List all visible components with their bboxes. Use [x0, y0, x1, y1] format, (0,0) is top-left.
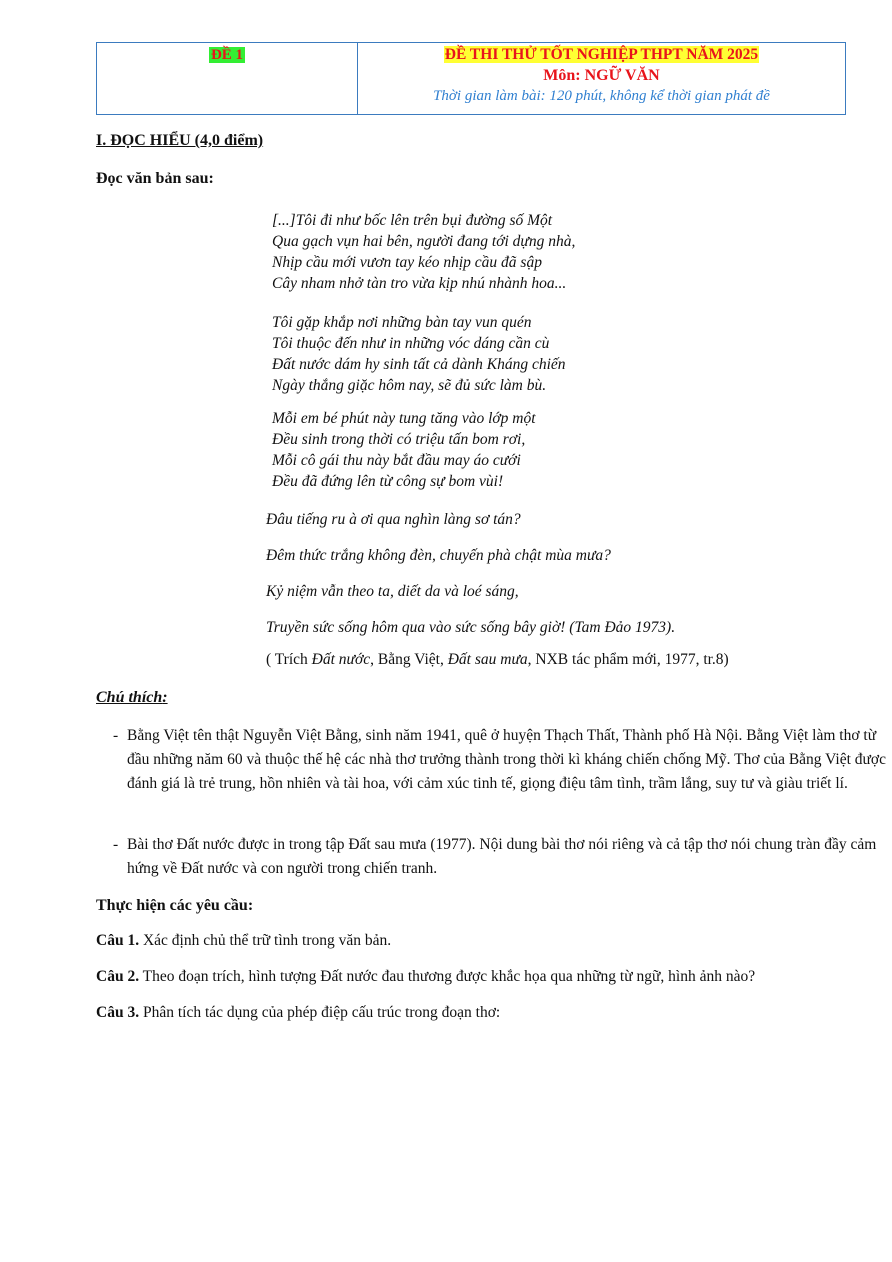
exam-title: ĐỀ THI THỬ TỐT NGHIỆP THPT NĂM 2025 [444, 46, 759, 63]
exam-code: ĐỀ 1 [210, 47, 244, 63]
poem-line: Đâu tiếng ru à ơi qua nghìn làng sơ tán? [266, 511, 521, 528]
poem-line: Đêm thức trắng không đèn, chuyến phà chật mùa mưa? [266, 547, 611, 564]
section-title: I. ĐỌC HIỂU (4,0 điểm) [96, 132, 264, 149]
subject-label: Môn: [543, 67, 585, 84]
subject-value: NGỮ VĂN [584, 67, 660, 84]
question-1 [96, 932, 391, 950]
note-item [113, 724, 891, 796]
requirements-title: Thực hiện các yêu cầu: [96, 897, 254, 914]
question-2 [96, 968, 755, 986]
notes-title-text: Chú thích [96, 689, 163, 706]
source-work: Đất nước [311, 651, 371, 668]
poem-source [266, 651, 729, 669]
poem-line: Đều sinh trong thời có triệu tấn bom rơi, [272, 431, 526, 448]
list-bullet: - [113, 836, 119, 853]
question-text: Theo đoạn trích, hình tượng Đất nước đau thương được khắc họa qua những từ ngữ, hình ảnh nào? [139, 968, 756, 985]
poem-line: [...]Tôi đi như bốc lên trên bụi đường số Một [272, 212, 553, 229]
exam-duration: Thời gian làm bài: 120 phút, không kể thời gian phát đề [433, 88, 770, 104]
header-table [96, 42, 846, 115]
list-bullet: - [113, 727, 119, 744]
question-label: Câu 1. [96, 932, 140, 949]
note-item [113, 833, 891, 881]
question-label: Câu 3. [96, 1004, 140, 1021]
subject-line [358, 67, 845, 85]
poem-stanza [272, 408, 575, 492]
note-text: Bằng Việt tên thật Nguyễn Việt Bằng, sinh năm 1941, quê ở huyện Thạch Thất, Thành phố Hà Nội. Bằng Việt làm thơ từ đầu những năm 60 và thuộc thế hệ các nhà thơ trưởng thành trong thời kì kháng chiến chống Mỹ. Thơ của Bằng Việt được đánh giá là trẻ trung, hồn nhiên và tài hoa, với cảm xúc tinh tế, giọng điệu tâm tình, trầm lắng, suy tư và giàu triết lí. [127, 727, 887, 792]
poem-line: Tôi thuộc đến như in những vóc dáng cần cù [272, 335, 550, 352]
poem-line: Đất nước dám hy sinh tất cả dành Kháng chiến [272, 356, 566, 373]
poem-excerpt [272, 210, 575, 510]
question-3 [96, 1004, 500, 1022]
poem-line: Qua gạch vụn hai bên, người đang tới dựng nhà, [272, 233, 576, 250]
source-mid: , Bằng Việt, [370, 651, 448, 668]
notes-title-colon: : [162, 689, 168, 706]
poem-line: Kỷ niệm vẫn theo ta, diết da và loé sáng, [266, 583, 519, 600]
poem-stanza [272, 210, 575, 294]
question-text: Xác định chủ thể trữ tình trong văn bản. [139, 932, 392, 949]
source-prefix: ( Trích [266, 651, 312, 668]
poem-line: Truyền sức sống hôm qua vào sức sống bây giờ! (Tam Đảo 1973). [266, 619, 676, 636]
poem-line: Đều đã đứng lên từ công sự bom vùi! [272, 473, 504, 490]
poem-stanza [272, 312, 575, 396]
note-text: Bài thơ Đất nước được in trong tập Đất sau mưa (1977). Nội dung bài thơ nói riêng và cả tập thơ nói chung tràn đầy cảm hứng về Đất nước và con người trong chiến tranh. [127, 836, 877, 877]
poem-line: Mỗi cô gái thu này bắt đầu may áo cưới [272, 452, 521, 469]
poem-line: Nhịp cầu mới vươn tay kéo nhịp cầu đã sập [272, 254, 542, 271]
question-label: Câu 2. [96, 968, 140, 985]
poem-line: Ngày thắng giặc hôm nay, sẽ đủ sức làm bù. [272, 377, 547, 394]
poem-line: Mỗi em bé phút này tung tăng vào lớp một [272, 410, 536, 427]
read-label: Đọc văn bản sau: [96, 170, 214, 187]
poem-closing-lines [266, 508, 675, 652]
header-right-cell [358, 43, 845, 114]
source-collection: Đất sau mưa [447, 651, 528, 668]
source-suffix: , NXB tác phẩm mới, 1977, tr.8) [527, 651, 729, 668]
notes-title [96, 689, 168, 707]
poem-line: Cây nham nhở tàn tro vừa kịp nhú nhành hoa... [272, 275, 567, 292]
question-text: Phân tích tác dụng của phép điệp cấu trúc trong đoạn thơ: [139, 1004, 501, 1021]
header-left-cell [97, 43, 358, 114]
poem-line: Tôi gặp khắp nơi những bàn tay vun quén [272, 314, 532, 331]
